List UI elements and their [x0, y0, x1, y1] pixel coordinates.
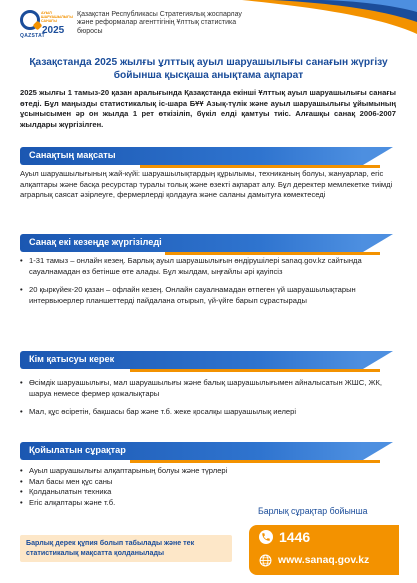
website-url: www.sanaq.gov.kz [278, 555, 370, 566]
participants-list [20, 378, 396, 418]
list-item: • 1-31 тамыз – онлайн кезең. Барлық ауыл шаруашылығын өндірушілері sanaq.gov.kz сайтында сауалнамадан өз бетінше өте алады. Бұл жылдам, ыңғайлы әрі қауіпсіз [20, 256, 396, 277]
section-accent-line [140, 165, 380, 168]
list-item: • Мал, құс өсіретін, бақшасы бар және т.б. жеке қосалқы шаруашылық иелері [20, 407, 396, 418]
census-logo [20, 10, 73, 42]
website-link[interactable] [259, 554, 369, 567]
section-accent-line [165, 252, 380, 255]
stages-list [20, 256, 396, 306]
phone-icon [259, 530, 273, 544]
agency-name: Қазақстан Республикасы Стратегиялық жоспарлау және реформалар агенттігінің Ұлттық статистика бюросы [77, 11, 242, 35]
contact-box [249, 525, 399, 575]
section-title-goal: Санақтың мақсаты [29, 150, 116, 160]
section-header-goal [20, 147, 363, 165]
section-title-questions: Қойылатын сұрақтар [29, 445, 126, 455]
section-header-stages [20, 234, 363, 252]
section-title-stages: Санақ екі кезеңде жүргізіледі [29, 237, 162, 247]
intro-paragraph: 2025 жылғы 1 тамыз-20 қазан аралығында Қазақстанда екінші Ұлттық ауыл шаруашылығы санағы өтеді. Бұл маңызды статистикалық іс-шара БҰҰ Азық-түлік және ауыл шаруашылығы ұйымының ұсынысымен әр он жылда 1 рет өткізіліп, бүкіл елді қамтуы тиіс. Алғашқы санақ 2006-2007 жылдары жүргізілген. [20, 88, 396, 129]
globe-icon [259, 554, 272, 567]
section-accent-line [130, 460, 380, 463]
page-title: Қазақстанда 2025 жылғы ұлттық ауыл шаруашылығы санағын жүргізу бойынша қысқаша анықтама ақпарат [29, 57, 388, 81]
section-accent-line [130, 369, 380, 372]
questions-contact-label: Барлық сұрақтар бойынша [258, 506, 368, 516]
confidentiality-note [20, 535, 232, 562]
list-item: • Ауыл шаруашылығы алқаптарының болуы және түрлері [20, 466, 396, 477]
section-title-who: Кім қатысуы керек [29, 354, 115, 364]
header-swoosh-decoration [242, 0, 417, 34]
list-item: • 20 қыркүйек-20 қазан – офлайн кезең. Онлайн сауалнамадан өтпеген үй шаруашылықтарын интервьюерлер планшеттерді пайдалана отырып, үй-үйге барып сұрастырады [20, 285, 396, 306]
section-header-questions [20, 442, 363, 460]
section-header-who [20, 351, 363, 369]
list-item: • Мал басы мен құс саны [20, 477, 396, 488]
phone-number: 1446 [279, 529, 311, 545]
list-item: • Егіс алқаптары және т.б. [20, 498, 396, 509]
confidentiality-text: Барлық дерек құпия болып табылады және тек статистикалық мақсатта қолданылады [26, 539, 195, 557]
logo-year: 2025 [42, 25, 65, 36]
header [20, 10, 247, 44]
logo-census-text: АУЫЛ ШАРУАШЫЛЫҒЫ САНАҒЫ [41, 11, 73, 23]
logo-brand: QAZSTAT [20, 33, 45, 39]
logo-emblem-icon [20, 10, 40, 30]
questions-list [20, 466, 396, 508]
list-item: • Қолданылатын техника [20, 487, 396, 498]
list-item: • Өсімдік шаруашылығы, мал шаруашылығы және балық шаруашылығымен айналысатын ЖШС, ЖК, шаруа немесе фермер қожалықтары [20, 378, 396, 399]
phone-contact[interactable] [259, 529, 310, 545]
goal-paragraph: Ауыл шаруашылығының жай-күйі: шаруашылықтардың құрылымы, техниканың болуы, жануарлар, егіс алқаптары және басқа ресурстар туралы толық және өзекті ақпарат алу. Бұл деректер мемлекетке тиімді аграрлық саясат әзірлеуге, фермерлерді қолдауға және саланы дамытуға көмектеседі [20, 169, 393, 200]
